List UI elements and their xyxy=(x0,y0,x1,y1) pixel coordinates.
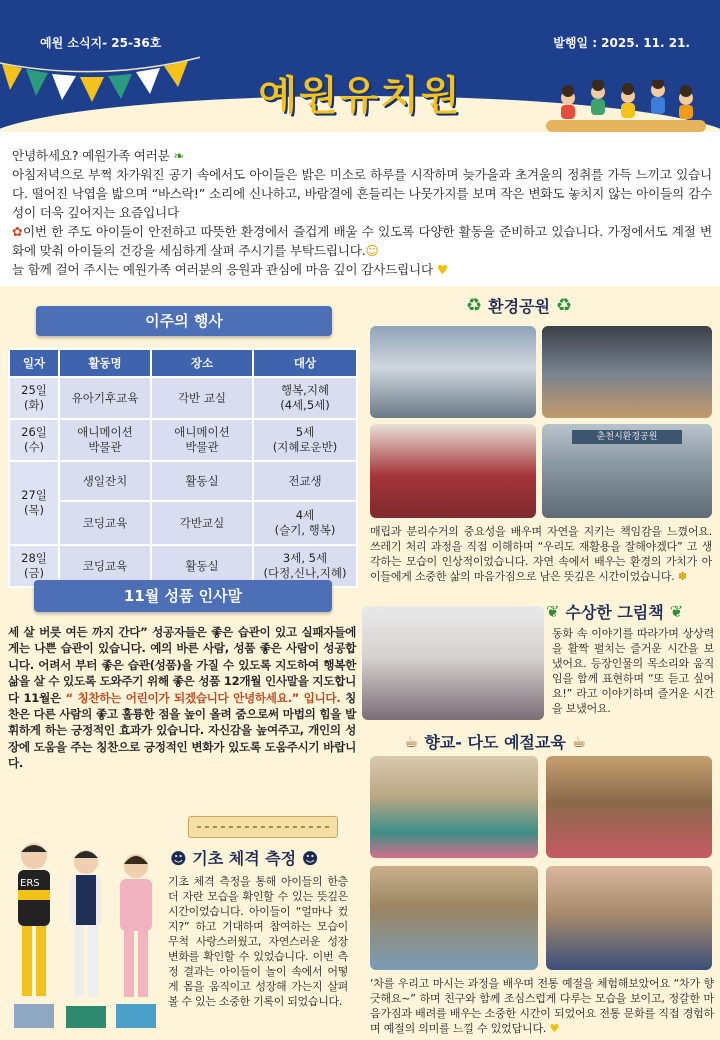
book-icon: ❦ xyxy=(669,602,684,621)
greeting-line-3: 이번 한 주도 아이들이 안전하고 따뜻한 환경에서 즐겁게 배울 수 있도록 다양한 활동을 준비하고 있습니다. 가정에서도 계절 변화에 맞춰 아이들의 건강을 세심하게 살펴 주시기를 부탁드립니다. xyxy=(12,224,712,258)
greeting-text xyxy=(12,146,712,279)
event-place: 각반 교실 xyxy=(151,377,253,419)
event-target: 3세, 5세 (다정,신나,지혜) xyxy=(253,545,357,587)
events-header-row xyxy=(9,349,357,377)
event-target: 5세 (지혜로운반) xyxy=(253,419,357,461)
greeting-line-2: 아침저녁으로 부쩍 차가워진 공기 속에서도 아이들은 밝은 미소로 하루를 시작하며 늦가을과 초겨울의 정취를 가득 느끼고 있습니다. 떨어진 낙엽을 밟으며 “바스락!” 소리에 신나하고, 바람결에 흔들리는 나뭇가지를 보며 작은 변화도 놓치지 않는 아이들의 감수성이 더욱 깊어지는 요즘입니다 xyxy=(12,167,712,220)
environment-title-text: 환경공원 xyxy=(488,297,550,316)
event-activity: 코딩교육 xyxy=(59,545,151,587)
issue-number: 예원 소식지- 25-36호 xyxy=(40,36,162,50)
table-row xyxy=(9,501,357,545)
manners-text-b: 칭찬은 다른 사람의 좋고 훌륭한 점을 높이 올려 줌으로써 마법의 힘을 발휘하게 하는 긍정적인 효과가 있습니다. 자신감을 높여주고, 개인의 성장에 도움을 주는 칭찬으로 긍정적인 변화가 있도록 도움주시기 바랍니다. xyxy=(8,690,356,771)
greeting-line-4: 늘 함께 걸어 주시는 예원가족 여러분의 응원과 관심에 마음 깊이 감사드립니다 xyxy=(12,262,433,277)
event-day: 26일 (수) xyxy=(9,419,59,461)
kids-illustration-icon xyxy=(546,80,706,132)
picturebook-title xyxy=(546,600,683,623)
event-target: 행복,지혜 (4세,5세) xyxy=(253,377,357,419)
picturebook-caption: 동화 속 이야기를 따라가며 상상력을 활짝 펼치는 즐거운 시간을 보냈어요. 등장인물의 목소리와 움직임을 함께 표현하며 “또 듣고 싶어요!” 라고 이야기하며 즐거운 시간을 보냈어요. xyxy=(552,627,714,715)
events-table xyxy=(8,348,358,588)
leaf-icon: ❧ xyxy=(173,148,184,163)
event-activity: 애니메이션 박물관 xyxy=(59,419,151,461)
publish-date: 발행일 : 2025. 11. 21. xyxy=(553,36,690,50)
header-date: 일자 xyxy=(9,349,59,377)
table-row xyxy=(9,377,357,419)
environment-photo-2 xyxy=(542,326,712,418)
tea-caption: ‘차를 우리고 마시는 과정을 배우며 전통 예절을 체험해보았어요 “차가 향긋해요~” 하며 친구와 함께 조심스럽게 다루는 모습을 보이고, 정갈한 마음가짐과 배려를 배우는 소중한 시간이 되었어요 전통 문화를 직접 경험하며 예절의 의미를 느낄 수 있었답니다. ♥ xyxy=(370,977,714,1035)
manners-text-a: 세 살 버릇 여든 까지 간다” 성공자들은 좋은 습관이 있고 실패자들에게는 나쁜 습관이 있습니다. 예의 바른 사람, 성품 좋은 사람이 성공합니다. 어려서 부터 좋은 습관(성품)을 가질 수 있도록 지도하여 행복한 삶을 살 수 있도록 도와주기 위해 좋은 성품 12개월 인사말을 지도합니다 11월은 xyxy=(8,625,356,705)
heart-icon: ♥ xyxy=(549,1022,560,1035)
header-activity: 활동명 xyxy=(59,349,151,377)
event-day: 25일 (화) xyxy=(9,377,59,419)
manners-title: 11월 성품 인사말 xyxy=(34,580,332,612)
event-target: 전교생 xyxy=(253,461,357,501)
picturebook-title-text: 수상한 그림책 xyxy=(565,603,664,622)
table-row xyxy=(9,461,357,501)
event-activity: 생일잔치 xyxy=(59,461,151,501)
event-activity: 유아기후교육 xyxy=(59,377,151,419)
greeting-line-1: 안녕하세요? 예원가족 여러분 xyxy=(12,148,170,163)
environment-photo-3 xyxy=(370,424,536,518)
scroll-decoration xyxy=(188,816,338,838)
measurement-title-text: 기초 체격 측정 xyxy=(192,849,297,868)
environment-photo-4 xyxy=(542,424,712,518)
header-place: 장소 xyxy=(151,349,253,377)
tea-photo-3 xyxy=(370,866,538,970)
event-target: 4세 (슬기, 행복) xyxy=(253,501,357,545)
flower-icon: ✽ xyxy=(677,570,687,583)
events-title: 이주의 행사 xyxy=(36,306,332,336)
event-place: 활동실 xyxy=(151,545,253,587)
tea-title xyxy=(404,730,586,753)
event-place: 활동실 xyxy=(151,461,253,501)
table-row xyxy=(9,419,357,461)
smile-icon: ☺ xyxy=(365,243,379,258)
kindergarten-title: 예원유치원 xyxy=(258,73,462,119)
tea-photo-1 xyxy=(370,756,538,858)
jacket-text: ERS xyxy=(20,878,40,889)
kid-icon: ☻ xyxy=(170,849,187,868)
tea-photo-4 xyxy=(546,866,712,970)
maple-leaf-icon: ✿ xyxy=(12,224,23,239)
header-banner xyxy=(0,0,720,132)
measurement-photo xyxy=(8,834,164,1034)
event-activity: 코딩교육 xyxy=(59,501,151,545)
event-place: 각반교실 xyxy=(151,501,253,545)
kid-icon: ☻ xyxy=(301,849,319,868)
environment-caption: 매립과 분리수거의 중요성을 배우며 자연을 지키는 책임감을 느꼈어요. 쓰레기 처리 과정을 직접 이해하며 “우리도 재활용을 잘해야겠다” 고 생각하는 모습이 인상적이었습니다. 자연 속에서 배우는 환경의 가치가 아이들에게 소중한 삶의 마음가짐으로 남은 뜻깊은 시간이었습니다. ✽ xyxy=(370,525,712,583)
environment-title xyxy=(466,294,572,317)
measurement-title xyxy=(170,846,318,869)
picturebook-photo xyxy=(362,606,544,720)
event-day: 27일 (목) xyxy=(9,461,59,545)
park-sign: 춘천시환경공원 xyxy=(572,430,682,444)
recycle-icon: ♻ xyxy=(466,295,483,316)
manners-highlight: “ 칭찬하는 어린이가 되겠습니다 안녕하세요.” 입니다. xyxy=(60,690,341,705)
book-icon: ❦ xyxy=(546,602,560,621)
event-place: 애니메이션 박물관 xyxy=(151,419,253,461)
tea-photo-2 xyxy=(546,756,712,858)
teapot-icon: ☕ xyxy=(571,732,587,751)
event-day: 28일 (금) xyxy=(9,545,59,587)
recycle-icon: ♻ xyxy=(555,295,573,316)
kids-standing-photo xyxy=(8,834,164,1034)
teapot-icon: ☕ xyxy=(404,732,419,751)
heart-icon: ♥ xyxy=(436,262,448,277)
environment-photo-1 xyxy=(370,326,536,418)
tea-title-text: 향교- 다도 예절교육 xyxy=(424,733,566,752)
measurement-caption: 기초 체격 측정을 통해 아이들의 한층 더 자란 모습을 확인할 수 있는 뜻깊은 시간이었습니다. 아이들이 “얼마나 컸지?” 하고 기대하며 참여하는 모습이 무척 사랑스러웠고, 자연스러운 성장 변화를 확인할 수 있었습니다. 이번 측정 결과는 아이들이 놀이 속에서 어떻게 몸을 움직이고 성장해 가는지 살펴볼 수 있는 소중한 기록이 되었습니다. xyxy=(168,875,348,1008)
manners-text xyxy=(8,624,356,772)
header-target: 대상 xyxy=(253,349,357,377)
